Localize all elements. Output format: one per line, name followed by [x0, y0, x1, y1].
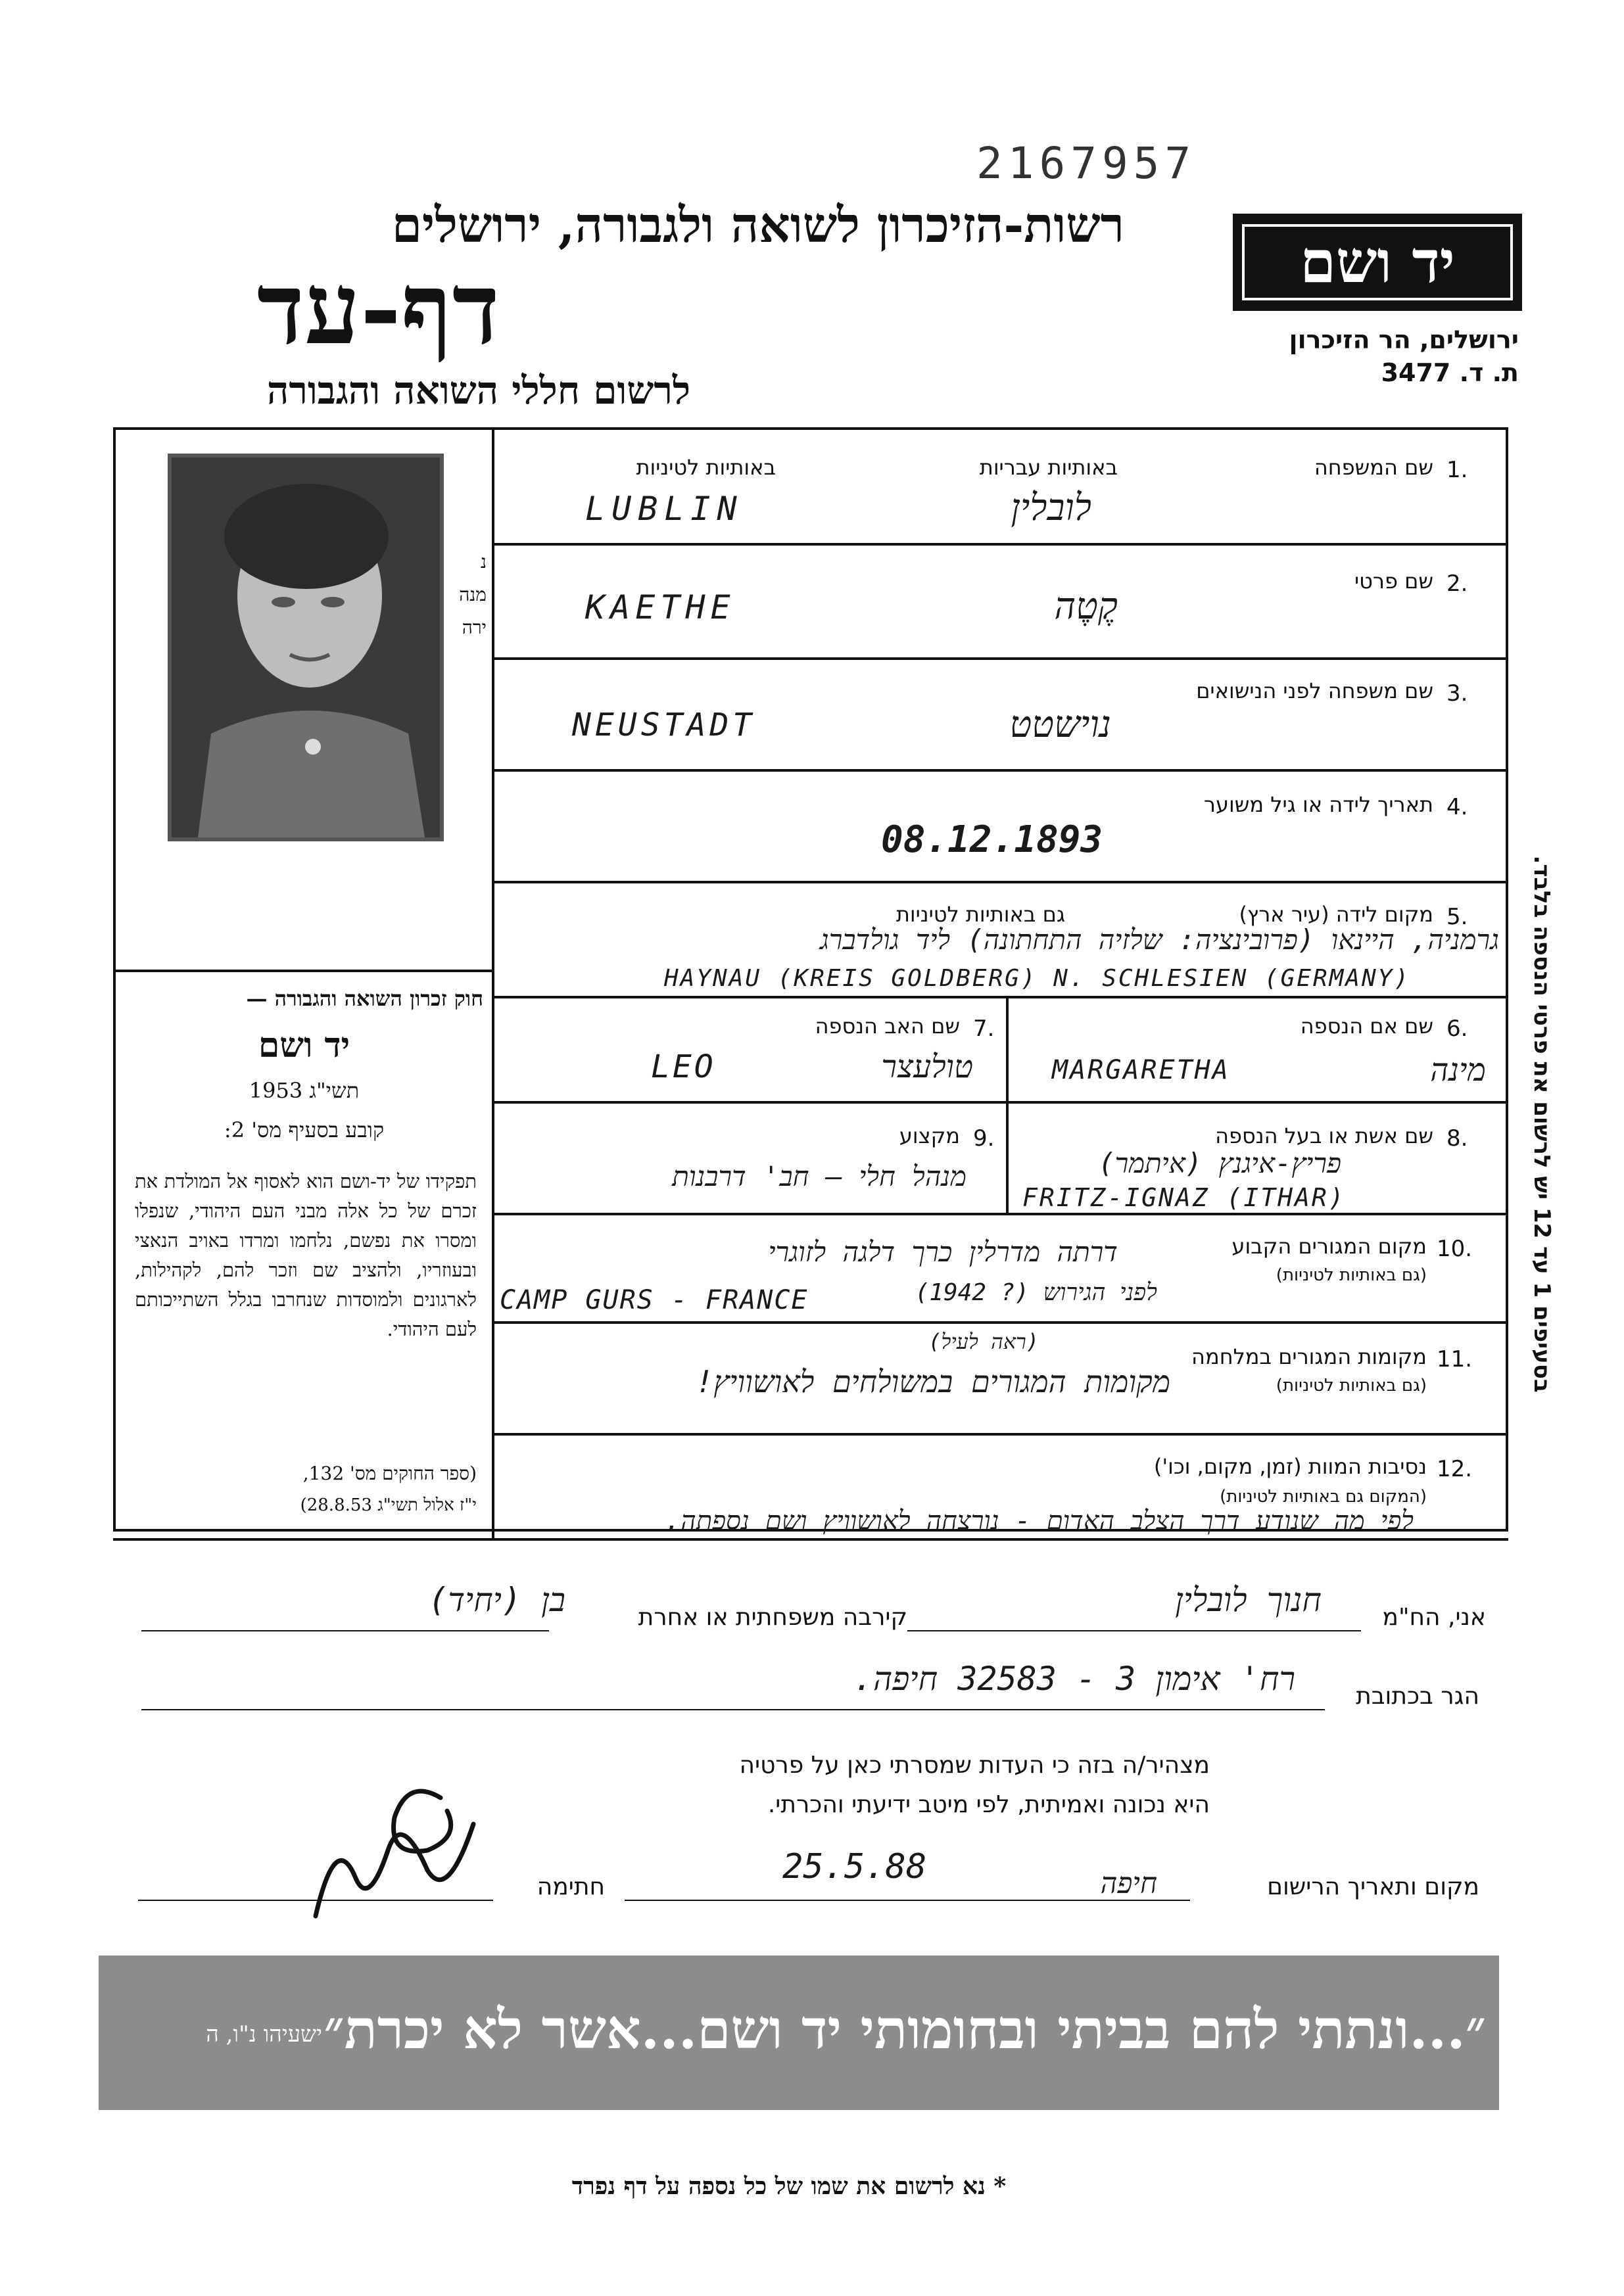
field-4-label: תאריך לידה או גיל משוער [1203, 792, 1433, 817]
field-2-hebrew-value[interactable]: קֶטֶה [1054, 585, 1118, 628]
footer-note: * נא לרשום את שמו של כל נספה על דף נפרד [571, 2172, 1007, 2200]
form-title: דף-עד [256, 251, 500, 367]
witness-name-line [907, 1630, 1361, 1631]
relation-value[interactable]: בן (יחיד) [428, 1581, 565, 1619]
field-12-value[interactable]: לפי מה שנודע דרך הצלב האדום - נורצחה לאושוויץ ושם נספתה. [665, 1506, 1414, 1536]
row-divider [492, 1101, 1508, 1104]
field-7-hebrew-value[interactable]: טולעצר [881, 1048, 973, 1085]
banner-quote: ״...ונתתי להם בביתי ובחומותי יד ושם...אשר לא יכרת״ [323, 1998, 1486, 2061]
institution-title: רשות-הזיכרון לשואה ולגבורה, ירושלים [391, 197, 1124, 254]
date-value[interactable]: 25.5.88 [782, 1847, 927, 1886]
field-1-hebrew-value[interactable]: לובלין [1011, 486, 1091, 529]
law-citation-2: י"ז אלול תשי"ג 28.8.53) [300, 1495, 477, 1515]
field-9-value[interactable]: מנהל חלי — חב' דרבנות [672, 1160, 967, 1192]
field-6-hebrew-value[interactable]: מינה [1430, 1052, 1486, 1089]
photo-side-text [447, 546, 487, 644]
field-4-value[interactable]: 08.12.1893 [881, 818, 1103, 861]
field-9-number: 9. [973, 1125, 995, 1152]
victim-photo [168, 454, 444, 841]
portrait-image [172, 457, 440, 837]
field-11-note[interactable]: (ראה לעיל) [928, 1329, 1039, 1354]
field-5-number: 5. [1446, 904, 1468, 930]
address-line [141, 1709, 1325, 1710]
field-1-hebrew-col: באותיות עבריות [979, 455, 1118, 480]
side-text-line: מנה [459, 584, 487, 605]
field-10-hebrew-value[interactable]: דרתה מדרלין כרך דלגה לזוגרי [768, 1236, 1118, 1268]
field-2-label: שם פרטי [1354, 569, 1433, 594]
law-citation-1: (ספר החוקים מס' 132, [302, 1463, 477, 1484]
field-4-number: 4. [1446, 794, 1468, 820]
field-1-number: 1. [1446, 457, 1468, 483]
field-1-latin-col: באותיות לטיניות [636, 455, 776, 480]
place-date-label: מקום ותאריך הרישום [1267, 1873, 1479, 1900]
side-note: בסעיפים 1 עד 12 יש לרשום את פרטי הנספה בלבד. [1529, 855, 1555, 1393]
place-value[interactable]: חיפה [1100, 1867, 1157, 1900]
form-subtitle: לרשום חללי השואה והגבורה [267, 368, 690, 413]
field-9-label: מקצוע [899, 1123, 960, 1148]
witness-i-label: אני, הח"מ [1382, 1604, 1486, 1631]
address-label: הגר בכתובת [1356, 1683, 1479, 1710]
table-bottom [113, 1538, 1508, 1541]
row-divider [492, 1321, 1508, 1324]
relation-line [141, 1630, 549, 1631]
field-8-number: 8. [1446, 1125, 1468, 1152]
field-7-latin-value[interactable]: LEO [651, 1048, 716, 1085]
field-5-latin-note: גם באותיות לטיניות [896, 902, 1065, 927]
field-10-number: 10. [1437, 1236, 1473, 1262]
row-divider [492, 769, 1508, 772]
row-divider [113, 970, 494, 972]
address-value[interactable]: רח' אימון 3 - 32583 חיפה. [853, 1660, 1295, 1698]
law-section: קובע בסעיף מס' 2: [224, 1117, 385, 1142]
law-name: יד ושם [258, 1025, 350, 1066]
field-10-latin-value[interactable]: CAMP GURS - FRANCE [500, 1285, 809, 1315]
law-year: תשי"ג 1953 [249, 1078, 360, 1103]
field-3-latin-value[interactable]: NEUSTADT [572, 707, 756, 743]
field-5-latin-value[interactable]: HAYNAU (KREIS GOLDBERG) N. SCHLESIEN (GERMANY) [664, 965, 1410, 992]
field-6-latin-value[interactable]: MARGARETHA [1052, 1055, 1230, 1085]
field-1-label: שם המשפחה [1314, 455, 1433, 480]
side-text-line: נ [480, 551, 487, 573]
field-2-latin-value[interactable]: KAETHE [585, 588, 736, 626]
cell-divider [1006, 996, 1009, 1213]
field-3-number: 3. [1446, 680, 1468, 707]
yad-vashem-logo [1233, 214, 1522, 311]
declaration-line-2: היא נכונה ואמיתית, לפי מיטב ידיעתי והכרתי. [767, 1791, 1210, 1818]
field-10-latin-note: (גם באותיות לטיניות) [1276, 1265, 1427, 1285]
logo-text: יד ושם [1242, 224, 1513, 300]
witness-name-value[interactable]: חנוך לובלין [1175, 1581, 1322, 1619]
signature-label: חתימה [537, 1873, 605, 1900]
field-7-label: שם האב הנספה [815, 1014, 960, 1039]
field-12-latin-note: (המקום גם באותיות לטיניות) [1220, 1487, 1427, 1507]
address-line-1: ירושלים, הר הזיכרון [1289, 325, 1519, 354]
row-divider [492, 1213, 1508, 1215]
row-divider [492, 996, 1508, 998]
field-12-number: 12. [1437, 1456, 1473, 1482]
row-divider [492, 543, 1508, 546]
field-6-number: 6. [1446, 1016, 1468, 1042]
field-11-latin-note: (גם באותיות לטיניות) [1276, 1376, 1427, 1395]
field-1-latin-value[interactable]: LUBLIN [585, 490, 744, 528]
row-divider [492, 1433, 1508, 1436]
stamp-number: 2167957 [976, 138, 1197, 189]
field-5-label: מקום לידה (עיר ארץ) [1239, 902, 1433, 927]
relation-label: קירבה משפחתית או אחרת [638, 1604, 907, 1631]
field-3-label: שם משפחה לפני הנישואים [1196, 678, 1433, 703]
declaration-line-1: מצהיר/ה בזה כי העדות שמסרתי כאן על פרטיה [739, 1752, 1210, 1779]
field-7-number: 7. [973, 1016, 995, 1042]
field-11-label: מקומות המגורים במלחמה [1191, 1344, 1427, 1369]
row-divider [492, 657, 1508, 660]
field-8-hebrew-value[interactable]: פריץ-איגנץ (איתמר) [1098, 1147, 1341, 1179]
field-5-hebrew-value[interactable]: גרמניה, היינאו (פרובינציה: שלזיה התחתונה) ליד גולדברג [819, 924, 1499, 956]
field-10-label: מקום המגורים הקבוע [1231, 1234, 1427, 1259]
field-2-number: 2. [1446, 571, 1468, 597]
law-heading: חוק זכרון השואה והגבורה — [246, 986, 483, 1011]
field-11-number: 11. [1437, 1346, 1473, 1372]
field-11-hebrew-value[interactable]: מקומות המגורים במשולחים לאושוויץ! [695, 1364, 1170, 1399]
row-divider [492, 881, 1508, 883]
banner-source: ישעיהו נ"ו, ה [206, 2021, 322, 2048]
field-6-label: שם אם הנספה [1300, 1014, 1433, 1039]
field-12-label: נסיבות המוות (זמן, מקום, וכו') [1153, 1454, 1427, 1479]
address-line-2: ת. ד. 3477 [1381, 358, 1519, 387]
field-3-hebrew-value[interactable]: נוישטט [1009, 703, 1111, 746]
side-text-line: ירה [462, 617, 487, 638]
field-8-label: שם אשת או בעל הנספה [1215, 1123, 1433, 1148]
law-body: תפקידו של יד-ושם הוא לאסוף אל המולדת את זכרם של כל אלה מבני העם היהודי, שנפלו ומסרו את נפשם, נלחמו ומרדו באויב הנאצי ובעוזריו, ולהציב שם וזכר להם, לקהילות, לארגונים ולמוסדות שנחרבו בגלל השתייכותם לעם היהודי. [135, 1170, 477, 1340]
field-8-latin-value[interactable]: FRITZ-IGNAZ (ITHAR) [1022, 1183, 1346, 1212]
field-10-hebrew-value-2[interactable]: לפני הגירוש (? 1942) [915, 1279, 1157, 1306]
handwritten-signature [276, 1771, 487, 1929]
